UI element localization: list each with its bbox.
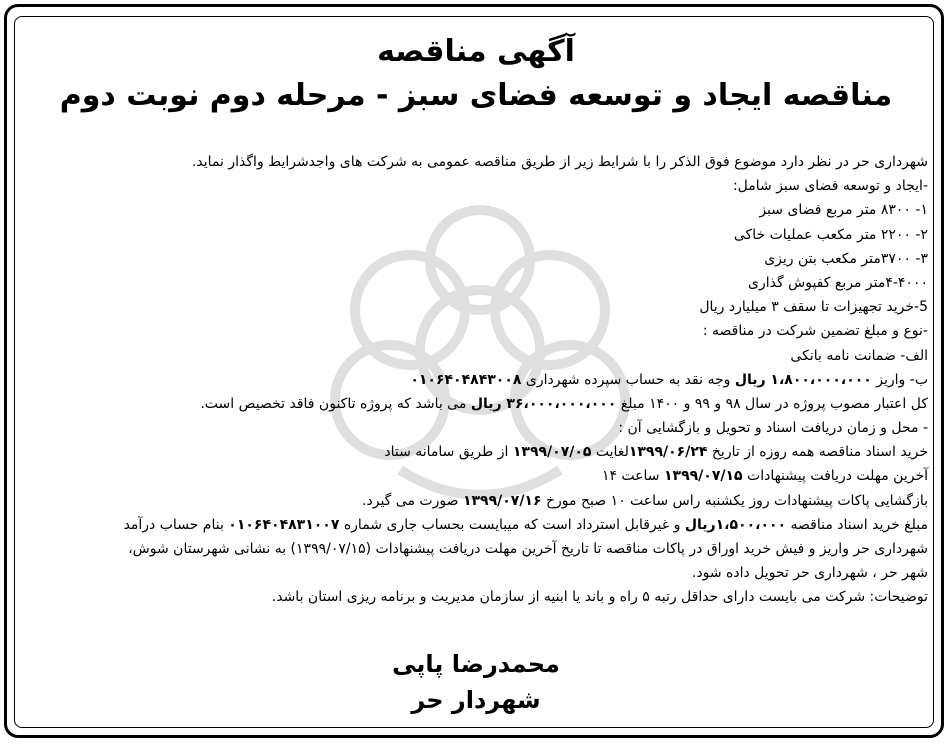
intro-line: شهرداری حر در نظر دارد موضوع فوق الذکر را با شرایط زیر از طریق مناقصه عمومی به شرکت های واجدشرایط واگذار نماید. (191, 154, 928, 170)
purchase-suffix: از طریق سامانه ستاد (384, 444, 513, 461)
credit-prefix: کل اعتبار مصوب پروژه در سال ۹۸ و ۹۹ و ۱۴۰۰ مبلغ (616, 395, 928, 412)
guarantee-option-a: الف- ضمانت نامه بانکی (790, 347, 928, 364)
place-heading: - محل و زمان دریافت اسناد و تحویل و بازگشایی آن : (618, 420, 928, 437)
scope-item-2: ۲- ۲۲۰۰ متر مکعب عملیات خاکی (733, 226, 928, 243)
signatory-role: شهردار حر (411, 686, 541, 714)
notes-line: توضیحات: شرکت می بایست دارای حداقل رتبه ۵ راه و باند یا ابنیه از سازمان مدیریت و برنامه ریزی استان باشد. (271, 589, 928, 606)
page-subtitle: مناقصه ایجاد و توسعه فضای سبز - مرحله دوم نوبت دوم (59, 78, 893, 113)
fee-line (108, 513, 928, 537)
deadline-line (108, 464, 928, 488)
purchase-middle: لغایت (591, 444, 629, 461)
guarantee-heading: -نوع و مبلغ تضمین شرکت در مناقصه : (702, 323, 928, 340)
purchase-line (108, 440, 928, 464)
opening-date: ۱۳۹۹/۰۷/۱۶ (462, 492, 542, 509)
fee-line-3: شهر حر ، شهرداری حر تحویل داده شود. (691, 565, 928, 582)
opening-prefix: بازگشایی پاکات پیشنهادات روز یکشنبه راس ساعت ۱۰ صبح مورخ (541, 492, 928, 509)
fee-line-2: شهرداری حر واریز و فیش خرید اوراق در پاکات مناقصه تا تاریخ آخرین مهلت دریافت پیشنهادات (۱۳۹۹/۰۷/۱۵) به نشانی شهرستان شوش، (128, 541, 928, 557)
opening-line (108, 489, 928, 513)
deposit-middle: وجه نقد به حساب سپرده شهرداری (521, 371, 735, 388)
fee-prefix: مبلغ خرید اسناد مناقصه (786, 516, 928, 533)
deadline-date: ۱۳۹۹/۰۷/۱۵ (663, 468, 743, 485)
scope-heading: -ایجاد و توسعه فضای سبز شامل: (732, 178, 928, 195)
scope-item-3: ۳- ۳۷۰۰متر مکعب بتن ریزی (764, 250, 928, 267)
deposit-account: ۰۱۰۶۴۰۴۸۴۳۰۰۸ (410, 371, 522, 388)
deadline-suffix: ساعت ۱۴ (601, 468, 664, 485)
deposit-prefix: ب- واریز (871, 371, 928, 388)
signatory-name: محمدرضا پاپی (392, 650, 560, 678)
scope-item-5: 5-خرید تجهیزات تا سقف ۳ میلیارد ریال (699, 299, 928, 316)
credit-amount: ۳۶،۰۰۰،۰۰۰،۰۰۰ ریال (470, 395, 617, 412)
fee-middle: و غیرقابل استرداد است که میبایست بحساب جاری شماره (339, 516, 685, 533)
fee-suffix: بنام حساب درآمد (123, 516, 229, 533)
announcement-body (108, 150, 928, 610)
purchase-date-to: ۱۳۹۹/۰۷/۰۵ (512, 444, 592, 461)
credit-suffix: می باشد که پروژه تاکنون فاقد تخصیص است. (200, 395, 471, 412)
opening-suffix: صورت می گیرد. (362, 492, 463, 509)
fee-account: ۰۱۰۶۴۰۴۸۳۱۰۰۷ (228, 516, 340, 533)
page-title: آگهی مناقصه (377, 34, 575, 69)
scope-item-4: ۴-۴۰۰۰متر مربع کفپوش گذاری (748, 274, 928, 291)
deposit-amount: ۱،۸۰۰،۰۰۰،۰۰۰ ریال (734, 371, 872, 388)
scope-item-1: ۱- ۸۳۰۰ متر مربع فضای سبز (759, 202, 928, 219)
deadline-prefix: آخرین مهلت دریافت پیشنهادات (742, 468, 928, 485)
credit-line (108, 392, 928, 416)
purchase-prefix: خرید اسناد مناقصه همه روزه از تاریخ (707, 444, 928, 461)
fee-amount: ۱،۵۰۰،۰۰۰ریال (684, 516, 787, 533)
guarantee-option-b (108, 368, 928, 392)
purchase-date-from: ۱۳۹۹/۰۶/۲۴ (628, 444, 708, 461)
